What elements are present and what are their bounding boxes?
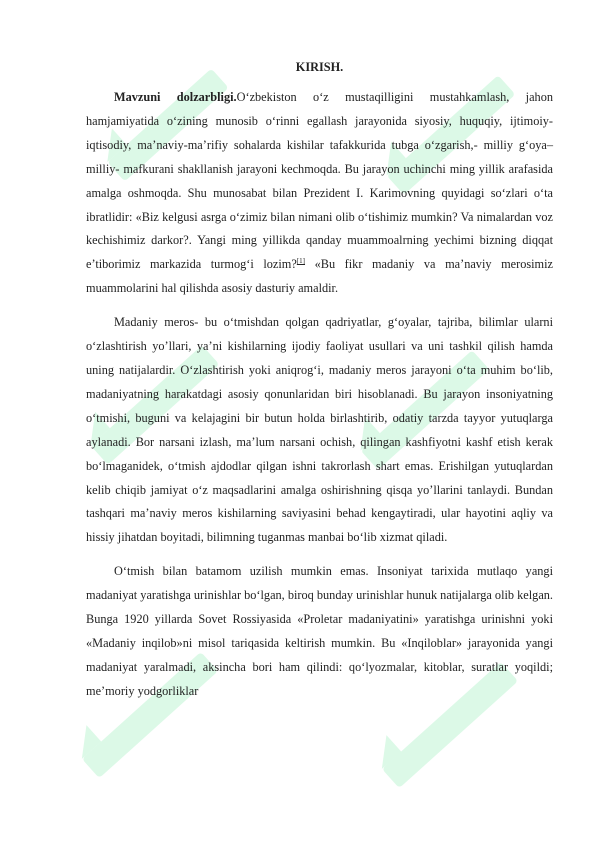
paragraph-text: O‘zbekiston o‘z mustaqilligini mustahkamlash, jahon hamjamiyatida o‘zining munosib o‘rinni egallash jarayonida siyosiy, huquqiy, ijtimoiy-iqtisodiy, ma’naviy-ma’rifiy sohalarda kishilar tafakkurida tubga o‘zgarish,- milliy g‘oya– milliy- mafkurani shakllanish jarayoni kechmoqda. Bu jarayon uchinchi ming yillik arafasida amalga oshmoqda. Shu munosabat bilan Prezident I. Karimovning quyidagi so‘zlari o‘ta ibratlidir: «Biz kelgusi asrga o‘zimiz bilan nimani olib o‘tishimiz mumkin? Va nimalardan voz kechishimiz darkor?. Yangi ming yillikda qanday muammoalrning yechimi bizning diqqat e’tiborimiz markazida turmog‘i lozim? (86, 90, 553, 272)
paragraph-text: «Bu fikr madaniy va ma’naviy merosimiz muammolarini hal qilishda asosiy dasturiy amaldir. (86, 257, 553, 296)
section-title: KIRISH. (295, 60, 344, 74)
document-body (86, 58, 553, 714)
paragraph (86, 86, 553, 301)
paragraph: O‘tmish bilan batamom uzilish mumkin emas. Insoniyat tarixida mutlaqo yangi madaniyat yaratishga urinishlar bo‘lgan, biroq bunday urinishlar hunuk natijalarga olib kelgan. Bunga 1920 yillarda Sovet Rossiyasida «Proletar madaniyatini» yaratishga urinishni yoki «Madaniy inqilob»ni misol tariqasida keltirish mumkin. Bu «Inqiloblar» jarayonida yangi madaniyat yaralmadi, aksincha bori ham qilindi: qo‘lyozmalar, kitoblar, suratlar yoqildi; me’moriy yodgorliklar (86, 564, 553, 698)
footnote-reference[interactable]: [1] (296, 257, 306, 266)
paragraph-lead: Mavzuni dolzarbligi. (114, 90, 237, 104)
paragraph: Madaniy meros- bu o‘tmishdan qolgan qadriyatlar, g‘oyalar, tajriba, bilimlar ularni o‘zlashtirish yo’llari, ya’ni kishilarning ijodiy faoliyat usullari va uni tashkil qilish hamda uning natijalardir. O‘zlashtirish yoki aniqrog‘i, madaniy meros jarayoni o‘ta muhim bo‘lib, madaniyatning harakatdagi asosiy qonunlaridan biri hisoblanadi. Bu jarayon insoniyatning o‘tmishi, buguni va kelajagini bir butun holda birlashtirib, odatiy tarzda tayyor yutuqlarga aylanadi. Bor narsani izlash, ma’lum narsani ochish, qilingan kashfiyotni kashf etish kerak bo‘lmaganidek, o‘tmish ajdodlar qilgan ishni takrorlash shart emas. Erishilgan yutuqlardan kelib chiqib jamiyat o‘z maqsadlarini amalga oshirishning qisqa yo’llarini tanlaydi. Bundan tashqari ma’naviy meros kishilarning saviyasini behad kengaytiradi, ular hayotini aqliy va hissiy jihatdan boyitadi, bilimning tuganmas manbai bo‘lib xizmat qiladi. (86, 315, 553, 545)
